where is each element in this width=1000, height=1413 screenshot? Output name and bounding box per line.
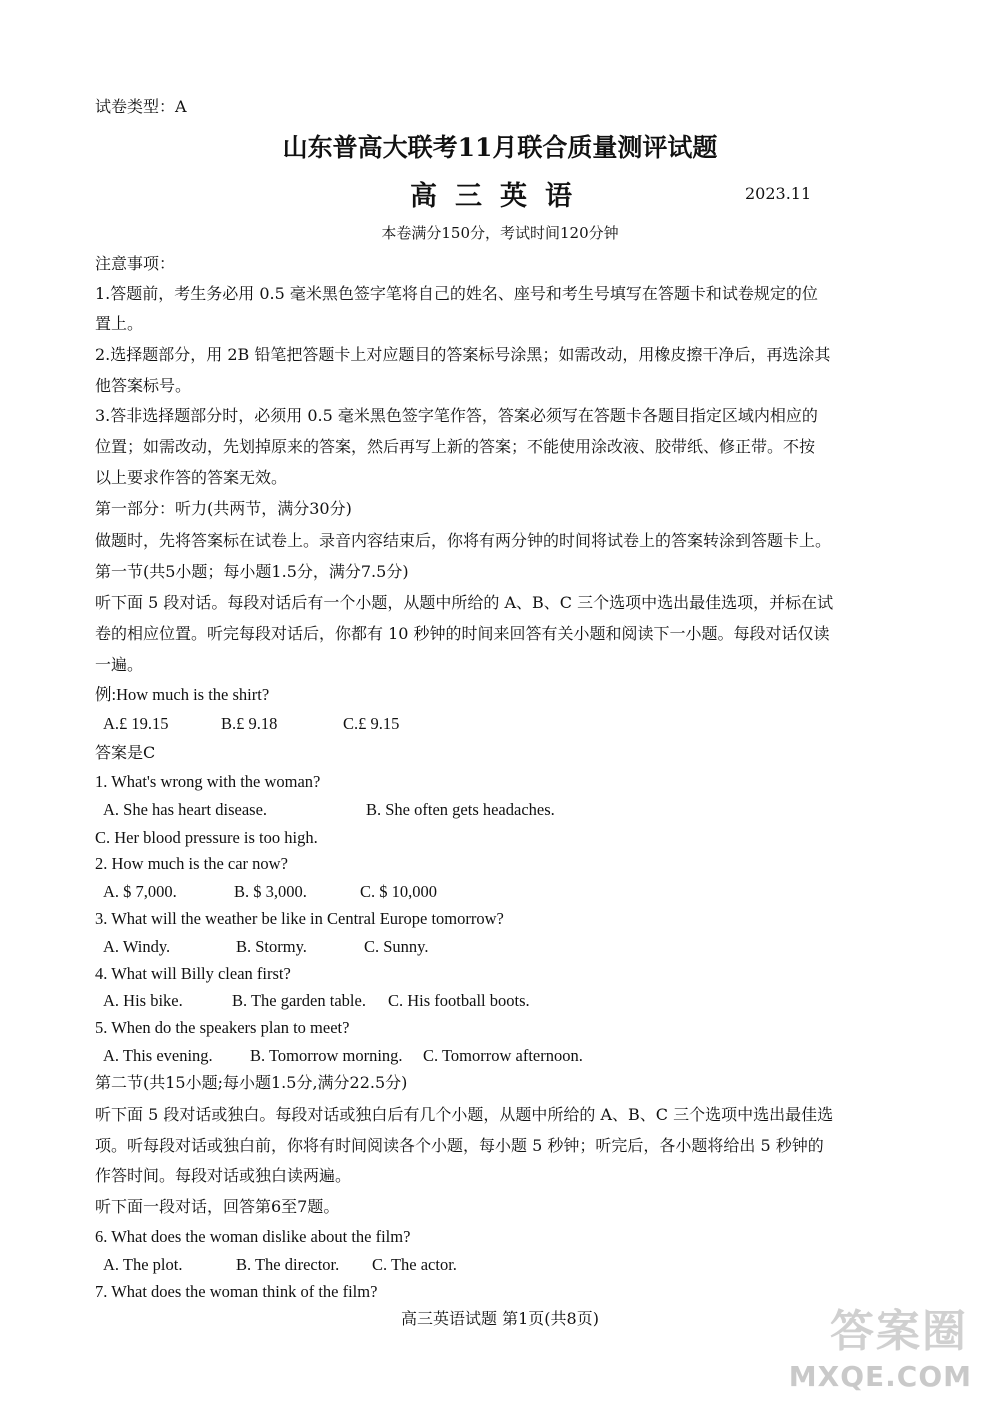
- dialogue-instruction: 听下面一段对话，回答第6至7题。: [95, 1197, 340, 1216]
- option-c: C. $ 10,000: [360, 882, 438, 901]
- subject-title: 高三英语: [410, 181, 590, 212]
- option-c: C. The actor.: [372, 1255, 457, 1274]
- section2-heading: 第二节(共15小题;每小题1.5分,满分22.5分): [95, 1073, 408, 1092]
- example-options: [103, 713, 399, 735]
- option-b: B. Stormy.: [236, 937, 307, 956]
- option-b: B.£ 9.18: [221, 714, 278, 733]
- option-c: C.£ 9.15: [343, 714, 400, 733]
- option-a: A. The plot.: [103, 1255, 183, 1274]
- section1-instruction: 一遍。: [95, 655, 144, 674]
- notice-heading: 注意事项：: [95, 254, 176, 273]
- question-3: 3. What will the weather be like in Central Europe tomorrow?: [95, 909, 504, 928]
- option-b: B. The director.: [236, 1255, 340, 1274]
- option-a: A. This evening.: [103, 1046, 213, 1065]
- option-c: C. Sunny.: [364, 937, 429, 956]
- notice-line: 3.答非选择题部分时，必须用 0.5 毫米黑色签字笔作答，答案必须写在答题卡各题目指定区域内相应的: [95, 406, 818, 425]
- section1-instruction: 听下面 5 段对话。每段对话后有一个小题，从题中所给的 A、B、C 三个选项中选出最佳选项，并标在试: [95, 593, 834, 612]
- question-7: 7. What does the woman think of the film?: [95, 1282, 378, 1301]
- part1-instruction: 做题时，先将答案标在试卷上。录音内容结束后，你将有两分钟的时间将试卷上的答案转涂到答题卡上。: [95, 531, 832, 550]
- section1-heading: 第一节(共5小题；每小题1.5分，满分7.5分): [95, 562, 409, 581]
- question-5: 5. When do the speakers plan to meet?: [95, 1018, 350, 1037]
- question-6: 6. What does the woman dislike about the film?: [95, 1227, 411, 1246]
- exam-date: 2023.11: [745, 184, 812, 203]
- score-time-info: 本卷满分150分，考试时间120分钟: [381, 224, 619, 242]
- section2-instruction: 听下面 5 段对话或独白。每段对话或独白后有几个小题，从题中所给的 A、B、C 三个选项中选出最佳选: [95, 1105, 834, 1124]
- option-b: B. She often gets headaches.: [366, 800, 555, 819]
- watermark-chars: 答案圈: [830, 1306, 968, 1357]
- section2-instruction: 作答时间。每段对话或独白读两遍。: [95, 1166, 352, 1185]
- question-1-option-c: C. Her blood pressure is too high.: [95, 828, 318, 847]
- question-1: 1. What's wrong with the woman?: [95, 772, 321, 791]
- option-a: A.£ 19.15: [103, 714, 169, 733]
- section2-instruction: 项。听每段对话或独白前，你将有时间阅读各个小题，每小题 5 秒钟；听完后，各小题将给出 5 秒钟的: [95, 1136, 824, 1155]
- option-b: B. The garden table.: [232, 991, 366, 1010]
- watermark-logo: [788, 1303, 972, 1393]
- notice-line: 置上。: [95, 314, 144, 333]
- part1-heading: 第一部分：听力(共两节，满分30分): [95, 499, 352, 518]
- question-4-options: [103, 990, 530, 1012]
- question-6-options: [103, 1254, 457, 1276]
- section1-instruction: 卷的相应位置。听完每段对话后，你都有 10 秒钟的时间来回答有关小题和阅读下一小题。每段对话仅读: [95, 624, 830, 643]
- option-a: A. She has heart disease.: [103, 800, 268, 819]
- notice-line: 他答案标号。: [95, 376, 192, 395]
- watermark-site: MXQE.COM: [788, 1360, 972, 1393]
- example-answer: 答案是C: [95, 743, 156, 762]
- question-3-options: [103, 936, 429, 958]
- exam-title: 山东普高大联考11月联合质量测评试题: [282, 133, 718, 162]
- example-question: 例:How much is the shirt?: [95, 685, 270, 704]
- option-a: A. Windy.: [103, 937, 171, 956]
- question-2-options: [103, 881, 437, 903]
- option-c: C. His football boots.: [388, 991, 530, 1010]
- question-4: 4. What will Billy clean first?: [95, 964, 291, 983]
- option-a: A. $ 7,000.: [103, 882, 177, 901]
- option-a: A. His bike.: [103, 991, 183, 1010]
- page-footer: 高三英语试题 第1页(共8页): [401, 1309, 599, 1328]
- question-5-options: [103, 1045, 583, 1067]
- notice-line: 位置；如需改动，先划掉原来的答案，然后再写上新的答案；不能使用涂改液、胶带纸、修正带。不按: [95, 437, 816, 456]
- option-b: B. $ 3,000.: [234, 882, 307, 901]
- notice-line: 2.选择题部分，用 2B 铅笔把答题卡上对应题目的答案标号涂黑；如需改动，用橡皮擦干净后，再选涂其: [95, 345, 831, 364]
- option-b: B. Tomorrow morning.: [250, 1046, 403, 1065]
- question-2: 2. How much is the car now?: [95, 854, 288, 873]
- question-1-options: [103, 799, 555, 821]
- paper-type: 试卷类型：A: [95, 97, 187, 116]
- notice-line: 1.答题前，考生务必用 0.5 毫米黑色签字笔将自己的姓名、座号和考生号填写在答题卡和试卷规定的位: [95, 284, 818, 303]
- notice-line: 以上要求作答的答案无效。: [95, 468, 288, 487]
- option-c: C. Tomorrow afternoon.: [423, 1046, 583, 1065]
